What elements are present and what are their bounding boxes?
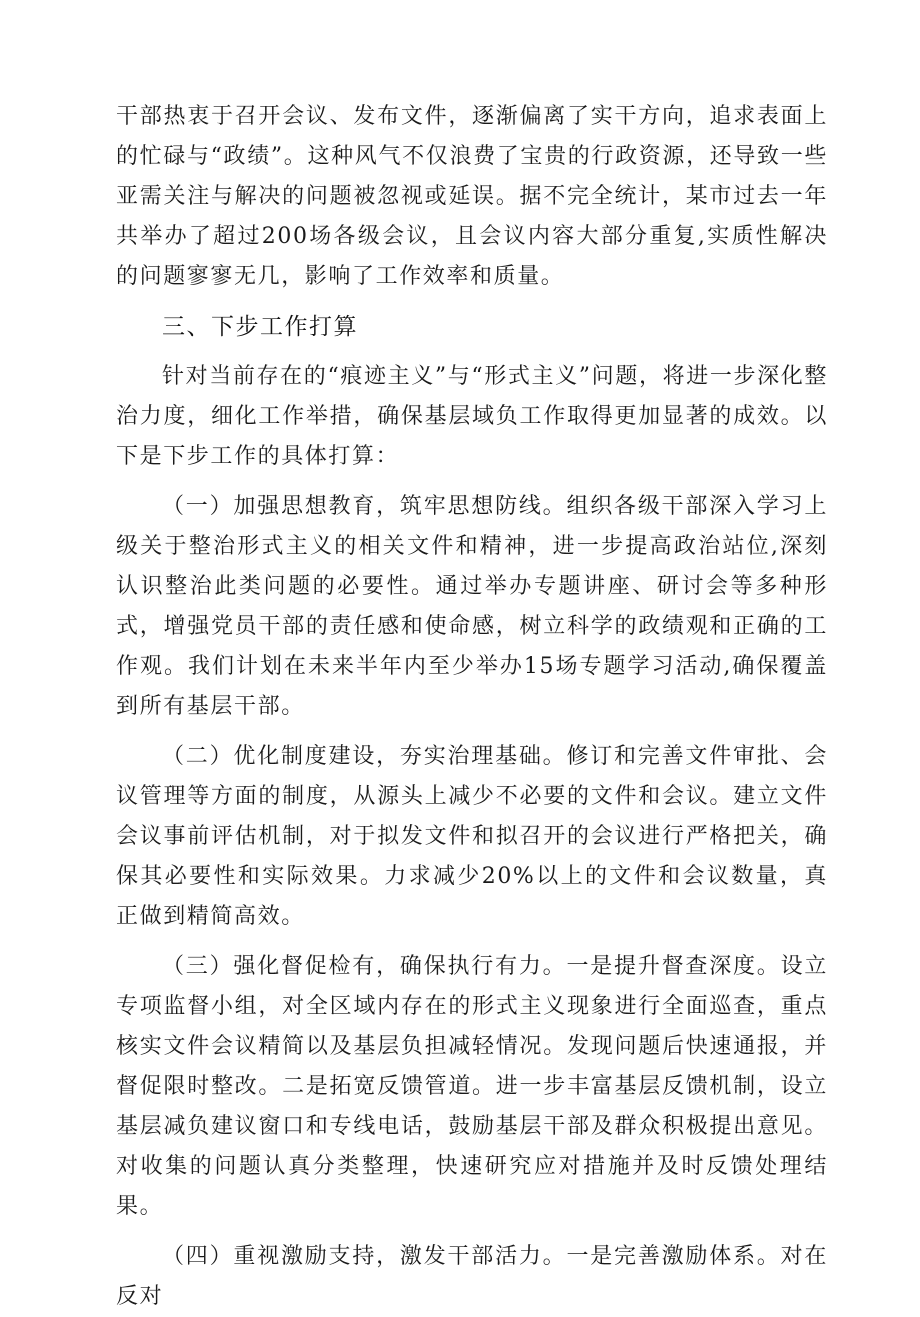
section-heading: 三、下步工作打算 [162, 314, 358, 340]
document-body [116, 97, 828, 1317]
paragraph-item-4: （四）重视激励支持，激发干部活力。一是完善激励体系。对在反对 [116, 1244, 828, 1309]
paragraph-continued: 干部热衷于召开会议、发布文件，逐渐偏离了实干方向，追求表面上的忙碌与“政绩”。这种风气不仅浪费了宝贵的行政资源，还导致一些亚需关注与解决的问题被忽视或延误。据不完全统计，某市过去一年共举办了超过200场各级会议，且会议内容大部分重复,实质性解决的问题寥寥无几，影响了工作效率和质量。 [116, 104, 828, 289]
paragraph-intro: 针对当前存在的“痕迹主义”与“形式主义”问题，将进一步深化整治力度，细化工作举措，确保基层域负工作取得更加显著的成效。以下是下步工作的具体打算： [116, 364, 828, 469]
paragraph-item-1: （一）加强思想教育，筑牢思想防线。组织各级干部深入学习上级关于整治形式主义的相关文件和精神，进一步提高政治站位,深刻认识整治此类问题的必要性。通过举办专题讲座、研讨会等多种形式，增强党员干部的责任感和使命感，树立科学的政绩观和正确的工作观。我们计划在未来半年内至少举办15场专题学习活动,确保覆盖到所有基层干部。 [116, 494, 828, 719]
paragraph-item-2: （二）优化制度建设，夯实治理基础。修订和完善文件审批、会议管理等方面的制度，从源头上减少不必要的文件和会议。建立文件会议事前评估机制，对于拟发文件和拟召开的会议进行严格把关，确保其必要性和实际效果。力求减少20%以上的文件和会议数量，真正做到精简高效。 [116, 744, 828, 929]
paragraph-item-3: （三）强化督促检有，确保执行有力。一是提升督查深度。设立专项监督小组，对全区域内存在的形式主义现象进行全面巡查，重点核实文件会议精简以及基层负担减轻情况。发现问题后快速通报，并督促限时整改。二是拓宽反馈管道。进一步丰富基层反馈机制，设立基层减负建议窗口和专线电话，鼓励基层干部及群众积极提出意见。对收集的问题认真分类整理，快速研究应对措施并及时反馈处理结果。 [116, 954, 828, 1219]
